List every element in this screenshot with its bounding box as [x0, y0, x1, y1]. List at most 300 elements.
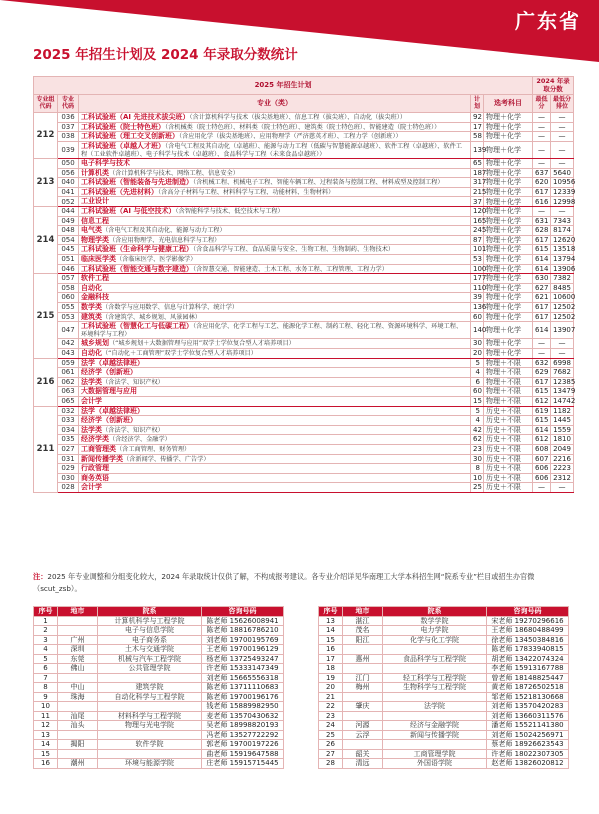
major-code: 047 — [58, 322, 79, 339]
major-name: 数学类 — [81, 303, 102, 312]
contact-area: 东莞 — [58, 654, 98, 664]
min-rank: 7343 — [551, 216, 574, 226]
plan-count: 8 — [471, 464, 484, 474]
major-note: （含经济学、金融学） — [109, 436, 171, 444]
contact-phone: 杨老师 13725493247 — [202, 654, 284, 664]
major-name: 工科试验班（AI 与低空技术） — [81, 207, 176, 216]
major-name: 工科试验班（生命科学与健康工程） — [81, 245, 193, 254]
contact-college — [98, 749, 202, 759]
contact-area: 湛江 — [343, 616, 383, 626]
min-rank: 12620 — [551, 235, 574, 245]
plan-count: 165 — [471, 216, 484, 226]
group-code: 216 — [34, 358, 58, 406]
major-code: 034 — [58, 425, 79, 435]
major-cell — [79, 377, 471, 387]
contact-no: 16 — [34, 759, 58, 769]
min-score: 617 — [533, 377, 551, 387]
plan-count: 62 — [471, 435, 484, 445]
contact-college: 数学学院 — [383, 616, 487, 626]
major-cell — [79, 168, 471, 178]
contact-phone: 徐老师 13450384816 — [487, 635, 569, 645]
contacts-table-left — [33, 606, 284, 769]
min-rank: 13518 — [551, 245, 574, 255]
contact-row — [319, 626, 569, 636]
contact-area: 珠海 — [58, 692, 98, 702]
subjects: 物理＋化学 — [484, 322, 533, 339]
table-row — [34, 483, 574, 493]
contact-college: 公共管理学院 — [98, 664, 202, 674]
contact-phone: 陈老师 17833940815 — [487, 645, 569, 655]
contact-row — [34, 692, 284, 702]
contact-phone: 麦老师 13570430632 — [202, 711, 284, 721]
major-note: （含新闻学、传播学、广告学） — [123, 455, 210, 463]
major-code: 055 — [58, 302, 79, 312]
major-name: 新闻传播学类 — [81, 454, 123, 463]
min-score: 629 — [533, 368, 551, 378]
major-code: 041 — [58, 187, 79, 197]
min-rank: — — [551, 159, 574, 169]
subjects: 历史＋不限 — [484, 464, 533, 474]
major-code: 050 — [58, 159, 79, 169]
contact-row — [34, 721, 284, 731]
plan-count: 317 — [471, 178, 484, 188]
major-name: 工科试验班（卓越人才班） — [81, 141, 165, 150]
contact-no: 14 — [319, 626, 343, 636]
subjects: 物理＋化学 — [484, 168, 533, 178]
group-code: 213 — [34, 159, 58, 207]
major-code: 038 — [58, 132, 79, 142]
plan-count: 177 — [471, 274, 484, 284]
min-score: 631 — [533, 216, 551, 226]
major-code: 061 — [58, 368, 79, 378]
contact-college: 食品科学与工程学院 — [383, 654, 487, 664]
table-row — [34, 274, 574, 284]
contact-college: 自动化科学与工程学院 — [98, 692, 202, 702]
min-score: — — [533, 207, 551, 217]
contact-college — [98, 730, 202, 740]
major-cell — [79, 159, 471, 169]
plan-count: 20 — [471, 348, 484, 358]
subjects: 物理＋化学 — [484, 348, 533, 358]
subjects: 物理＋化学 — [484, 216, 533, 226]
contact-phone: 庄老师 15915715445 — [202, 759, 284, 769]
min-rank: 10600 — [551, 293, 574, 303]
plan-count: 10 — [471, 473, 484, 483]
major-cell — [79, 141, 471, 158]
min-rank: 8485 — [551, 283, 574, 293]
major-note: （含应用物理学、光电信息科学与工程） — [109, 236, 221, 244]
min-rank: 7382 — [551, 274, 574, 284]
major-note: （含应用化学（拔尖基地班）、应用物理学（严济慈英才班）、工程力学（创新班）） — [179, 133, 402, 141]
contact-area: 广州 — [58, 635, 98, 645]
major-name: 经济学（创新班） — [81, 368, 137, 377]
contact-college: 工商管理学院 — [383, 749, 487, 759]
table-subheader-row — [34, 95, 574, 113]
major-cell — [79, 197, 471, 207]
major-cell — [79, 416, 471, 426]
subjects: 物理＋化学 — [484, 197, 533, 207]
subjects: 物理＋不限 — [484, 387, 533, 397]
contact-row — [34, 654, 284, 664]
min-rank: — — [551, 141, 574, 158]
plan-2025-header: 2025 年招生计划 — [34, 77, 533, 95]
contact-no: 1 — [34, 616, 58, 626]
min-rank: 10956 — [551, 178, 574, 188]
table-row — [34, 178, 574, 188]
min-score: 637 — [533, 168, 551, 178]
contact-college: 生物科学与工程学院 — [383, 683, 487, 693]
plan-count: 23 — [471, 444, 484, 454]
subjects: 物理＋不限 — [484, 377, 533, 387]
table-row — [34, 348, 574, 358]
major-code: 030 — [58, 473, 79, 483]
subjects: 历史＋不限 — [484, 454, 533, 464]
phone-header: 咨询号码 — [487, 607, 569, 617]
min-rank: — — [551, 207, 574, 217]
contact-college: 计算机科学与工程学院 — [98, 616, 202, 626]
major-code: 032 — [58, 406, 79, 416]
contact-row — [319, 759, 569, 769]
contact-row — [319, 673, 569, 683]
major-name: 建筑类 — [81, 312, 102, 321]
subjects: 物理＋化学 — [484, 283, 533, 293]
major-code: 051 — [58, 254, 79, 264]
min-score: 612 — [533, 396, 551, 406]
major-cell — [79, 235, 471, 245]
contact-area — [343, 664, 383, 674]
contact-no: 6 — [34, 664, 58, 674]
plan-count: 25 — [471, 483, 484, 493]
min-score: 607 — [533, 454, 551, 464]
table-row — [34, 358, 574, 368]
contact-college: 电子商务系 — [98, 635, 202, 645]
subjects: 物理＋化学 — [484, 113, 533, 123]
contact-area: 汕尾 — [58, 711, 98, 721]
min-rank: 6998 — [551, 358, 574, 368]
min-score: 621 — [533, 293, 551, 303]
major-note: （含建筑学、城乡规划、风景园林） — [102, 313, 201, 321]
min-score: — — [533, 141, 551, 158]
plan-count: 30 — [471, 454, 484, 464]
contact-phone: 许老师 15333147349 — [202, 664, 284, 674]
contact-no: 25 — [319, 730, 343, 740]
major-cell — [79, 368, 471, 378]
contact-no: 14 — [34, 740, 58, 750]
major-name: 电气类 — [81, 226, 102, 235]
subjects: 物理＋化学 — [484, 293, 533, 303]
contact-no: 7 — [34, 673, 58, 683]
subjects: 物理＋化学 — [484, 274, 533, 284]
major-cell — [79, 387, 471, 397]
table-row — [34, 464, 574, 474]
contact-phone: 刘老师 19700195769 — [202, 635, 284, 645]
footnote — [33, 571, 573, 595]
table-row — [34, 197, 574, 207]
table-row — [34, 302, 574, 312]
contact-phone: 钱老师 15889982950 — [202, 702, 284, 712]
contact-no: 24 — [319, 721, 343, 731]
min-score: 619 — [533, 406, 551, 416]
min-score: 614 — [533, 264, 551, 274]
note-label: 注： — [33, 572, 48, 581]
table-row — [34, 387, 574, 397]
min-rank: 2223 — [551, 464, 574, 474]
min-rank: 13794 — [551, 254, 574, 264]
contact-area: 佛山 — [58, 664, 98, 674]
contact-area — [58, 730, 98, 740]
contact-row — [34, 740, 284, 750]
min-rank: 1559 — [551, 425, 574, 435]
major-cell — [79, 339, 471, 349]
contact-no: 11 — [34, 711, 58, 721]
contact-phone: 许老师 18022307305 — [487, 749, 569, 759]
major-cell — [79, 435, 471, 445]
major-note: （含应用化学、化学工程与工艺、能源化学工程、制药工程、轻化工程、资源环境科学、环境工程、环境科学与工程） — [81, 323, 463, 339]
min-score: — — [533, 339, 551, 349]
min-rank: 1810 — [551, 435, 574, 445]
contact-phone: 李老师 15913167788 — [487, 664, 569, 674]
contact-college — [383, 645, 487, 655]
major-note: （含电气工程及其自动化（卓越班）、能源与动力工程（低碳与智慧能源卓越班）、软件工程（卓越班）、软件工程（工业软件卓越班）、电子科学与技术（卓越班）、食品科学与工程（未来食品卓越班）） — [81, 142, 462, 158]
major-name: 物理学类 — [81, 235, 109, 244]
contact-college: 轻工科学与工程学院 — [383, 673, 487, 683]
contact-college: 化学与化工学院 — [383, 635, 487, 645]
major-cell — [79, 216, 471, 226]
contact-row — [34, 673, 284, 683]
contact-area: 中山 — [58, 683, 98, 693]
contact-row — [319, 749, 569, 759]
min-rank: 8174 — [551, 226, 574, 236]
contact-phone: 胡老师 13422074324 — [487, 654, 569, 664]
min-score: 608 — [533, 444, 551, 454]
table-row — [34, 425, 574, 435]
subjects: 历史＋不限 — [484, 435, 533, 445]
plan-count: 60 — [471, 387, 484, 397]
contact-college: 新闻与传播学院 — [383, 730, 487, 740]
major-code: 040 — [58, 178, 79, 188]
table-row — [34, 132, 574, 142]
min-rank: — — [551, 339, 574, 349]
major-cell — [79, 178, 471, 188]
contact-no: 15 — [319, 635, 343, 645]
subjects: 物理＋化学 — [484, 254, 533, 264]
major-code: 029 — [58, 464, 79, 474]
contact-area: 河源 — [343, 721, 383, 731]
min-rank: 12339 — [551, 187, 574, 197]
major-name: 行政管理 — [81, 464, 109, 473]
plan-count: 65 — [471, 159, 484, 169]
min-score: — — [533, 113, 551, 123]
contact-no: 10 — [34, 702, 58, 712]
contact-row — [319, 683, 569, 693]
major-code: 046 — [58, 264, 79, 274]
major-cell — [79, 312, 471, 322]
contact-phone: 刘老师 13660311576 — [487, 711, 569, 721]
major-name: 工科试验班（院士特色班） — [81, 122, 165, 131]
major-cell — [79, 283, 471, 293]
contact-college — [383, 740, 487, 750]
plan-count: 58 — [471, 132, 484, 142]
table-row — [34, 141, 574, 158]
subjects: 物理＋化学 — [484, 159, 533, 169]
major-code: 065 — [58, 396, 79, 406]
contact-no: 18 — [319, 664, 343, 674]
min-rank: 1182 — [551, 406, 574, 416]
major-code: 045 — [58, 245, 79, 255]
contact-row — [34, 616, 284, 626]
min-score: 615 — [533, 245, 551, 255]
plan-count: 4 — [471, 416, 484, 426]
min-score: 627 — [533, 283, 551, 293]
contact-row — [34, 626, 284, 636]
contact-college: 机械与汽车工程学院 — [98, 654, 202, 664]
contact-row — [34, 683, 284, 693]
major-code: 058 — [58, 283, 79, 293]
major-code: 062 — [58, 377, 79, 387]
contact-no: 28 — [319, 759, 343, 769]
contact-no: 9 — [34, 692, 58, 702]
contact-area: 揭阳 — [58, 740, 98, 750]
min-score: 606 — [533, 464, 551, 474]
contacts-right-body — [319, 616, 569, 768]
min-score: 615 — [533, 387, 551, 397]
major-name: 工科试验班（智慧化工与低碳工程） — [81, 322, 193, 331]
min-score: 606 — [533, 473, 551, 483]
contact-row — [34, 635, 284, 645]
group-code: 212 — [34, 113, 58, 159]
major-name: 会计学 — [81, 397, 102, 406]
major-cell — [79, 483, 471, 493]
table-row — [34, 368, 574, 378]
table-header-row — [34, 77, 574, 95]
table-row — [34, 159, 574, 169]
contacts-header-row — [319, 607, 569, 617]
contact-college: 环境与能源学院 — [98, 759, 202, 769]
table-row — [34, 339, 574, 349]
major-note: （“城乡规划＋大数据管理与应用”双学士学位复合型人才培养项目） — [109, 340, 295, 348]
subjects: 物理＋化学 — [484, 132, 533, 142]
contact-no: 16 — [319, 645, 343, 655]
contact-phone: 陈老师 18816786210 — [202, 626, 284, 636]
subjects: 历史＋不限 — [484, 473, 533, 483]
min-score: — — [533, 348, 551, 358]
min-rank: 2312 — [551, 473, 574, 483]
min-rank: 12502 — [551, 302, 574, 312]
major-name: 自动化 — [81, 283, 102, 292]
major-name: 城乡规划 — [81, 339, 109, 348]
area-header: 地市 — [58, 607, 98, 617]
major-note: （含智能科学与技术、低空技术与工程） — [175, 208, 284, 216]
table-row — [34, 293, 574, 303]
min-score: 614 — [533, 322, 551, 339]
major-code: 060 — [58, 293, 79, 303]
plan-body — [34, 113, 574, 493]
major-note: （含食品科学与工程、食品质量与安全、生物工程、生物制药、生物技术） — [193, 246, 395, 254]
no-header: 序号 — [319, 607, 343, 617]
subjects: 物理＋化学 — [484, 264, 533, 274]
min-rank: — — [551, 113, 574, 123]
page-title: 2025 年招生计划及 2024 年录取分数统计 — [33, 47, 298, 63]
major-cell — [79, 425, 471, 435]
major-cell — [79, 245, 471, 255]
table-row — [34, 435, 574, 445]
enrollment-plan-table — [33, 76, 574, 493]
major-code: 052 — [58, 197, 79, 207]
subjects: 物理＋化学 — [484, 245, 533, 255]
contact-no: 17 — [319, 654, 343, 664]
min-rank: 14742 — [551, 396, 574, 406]
min-score: 614 — [533, 254, 551, 264]
major-cell — [79, 187, 471, 197]
major-cell — [79, 464, 471, 474]
group-code: 215 — [34, 274, 58, 358]
contact-no: 27 — [319, 749, 343, 759]
major-note: （含计算机科学与技术、网络工程、信息安全） — [109, 169, 239, 177]
major-name: 自动化 — [81, 349, 102, 358]
contact-phone: 赵老师 13826020812 — [487, 759, 569, 769]
table-row — [34, 454, 574, 464]
subjects: 历史＋不限 — [484, 416, 533, 426]
contact-college: 外国语学院 — [383, 759, 487, 769]
contact-area — [343, 740, 383, 750]
plan-count: 53 — [471, 254, 484, 264]
contact-area: 云浮 — [343, 730, 383, 740]
subjects: 物理＋化学 — [484, 339, 533, 349]
contact-no: 2 — [34, 626, 58, 636]
min-rank: 5640 — [551, 168, 574, 178]
contact-no: 22 — [319, 702, 343, 712]
plan-count: 42 — [471, 425, 484, 435]
major-note: （含临床医学、医学影像学） — [116, 256, 197, 264]
table-row — [34, 187, 574, 197]
major-name: 商务英语 — [81, 473, 109, 482]
contact-college — [383, 664, 487, 674]
contact-phone: 刘老师 13570420283 — [487, 702, 569, 712]
subjects: 物理＋不限 — [484, 358, 533, 368]
group-code-header: 专业组代码 — [34, 95, 58, 113]
major-note: （含电气工程及其自动化、能源与动力工程） — [102, 227, 226, 235]
min-rank: — — [551, 483, 574, 493]
subjects: 物理＋化学 — [484, 178, 533, 188]
plan-count: 4 — [471, 368, 484, 378]
contact-college — [383, 692, 487, 702]
contact-college: 建筑学院 — [98, 683, 202, 693]
contact-college: 软件学院 — [98, 740, 202, 750]
table-row — [34, 226, 574, 236]
contact-phone: 邹老师 15218130668 — [487, 692, 569, 702]
subjects: 物理＋不限 — [484, 368, 533, 378]
contact-area: 韶关 — [343, 749, 383, 759]
contact-row — [34, 711, 284, 721]
table-row — [34, 406, 574, 416]
min-rank: 7682 — [551, 368, 574, 378]
contact-no: 23 — [319, 711, 343, 721]
min-score: 617 — [533, 302, 551, 312]
contact-phone: 刘老师 15024256971 — [487, 730, 569, 740]
contacts-left-body — [34, 616, 284, 768]
major-name: 工科试验班（智能交通与数字建造） — [81, 264, 193, 273]
plan-count: 140 — [471, 322, 484, 339]
major-cell — [79, 454, 471, 464]
major-name: 工科试验班（AI 先进技术拔尖班） — [81, 113, 190, 122]
contact-phone: 吴老师 18998820193 — [202, 721, 284, 731]
major-name: 工科试验班（先进材料） — [81, 187, 158, 196]
subjects: 物理＋化学 — [484, 207, 533, 217]
major-code: 044 — [58, 207, 79, 217]
contact-phone: 刘老师 15665556318 — [202, 673, 284, 683]
table-row — [34, 207, 574, 217]
subjects: 物理＋化学 — [484, 235, 533, 245]
